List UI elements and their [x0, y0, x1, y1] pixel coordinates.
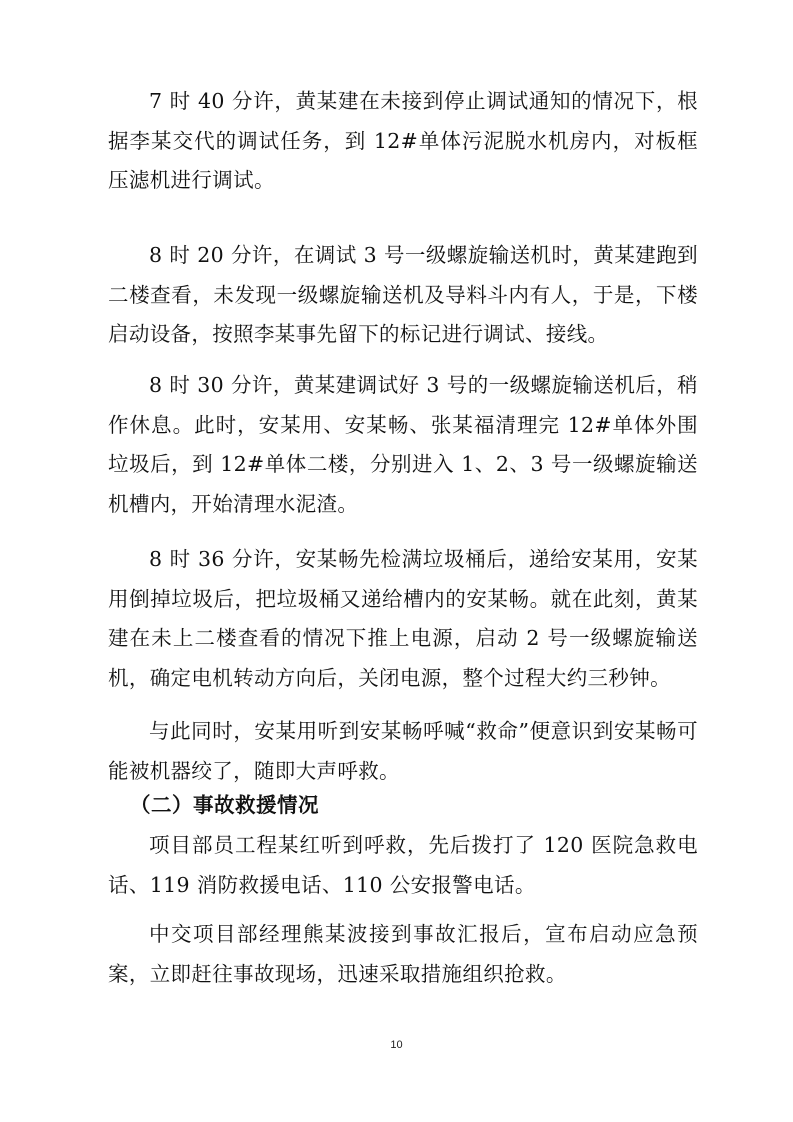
- paragraph-simultaneous: 与此同时，安某用听到安某畅呼喊“救命”便意识到安某畅可能被机器绞了，随即大声呼救。: [108, 719, 698, 783]
- paragraph-rescue-response: 中交项目部经理熊某波接到事故汇报后，宣布启动应急预案，立即赶往事故现场，迅速采取措施组织抢救。: [108, 922, 698, 986]
- section-heading: （二）事故救援情况: [130, 793, 319, 817]
- paragraph-0820: 8 时 20 分许，在调试 3 号一级螺旋输送机时，黄某建跑到二楼查看，未发现一级螺旋输送机及导料斗内有人，于是，下楼启动设备，按照李某事先留下的标记进行调试、接线。: [108, 243, 698, 346]
- paragraph-rescue-calls: 项目部员工程某红听到呼救，先后拨打了 120 医院急救电话、119 消防救援电话、110 公安报警电话。: [108, 833, 698, 897]
- paragraph-0740: 7 时 40 分许，黄某建在未接到停止调试通知的情况下，根据李某交代的调试任务，到 12#单体污泥脱水机房内，对板框压滤机进行调试。: [108, 89, 698, 192]
- page-number: 10: [390, 1039, 403, 1051]
- paragraph-0830: 8 时 30 分许，黄某建调试好 3 号的一级螺旋输送机后，稍作休息。此时，安某用、安某畅、张某福清理完 12#单体外围垃圾后，到 12#单体二楼，分别进入 1、2、3 号一级螺旋输送机槽内，开始清理水泥渣。: [108, 373, 698, 516]
- paragraph-0836: 8 时 36 分许，安某畅先检满垃圾桶后，递给安某用，安某用倒掉垃圾后，把垃圾桶又递给槽内的安某畅。就在此刻，黄某建在未上二楼查看的情况下推上电源，启动 2 号一级螺旋输送机，确定电机转动方向后，关闭电源，整个过程大约三秒钟。: [108, 547, 698, 690]
